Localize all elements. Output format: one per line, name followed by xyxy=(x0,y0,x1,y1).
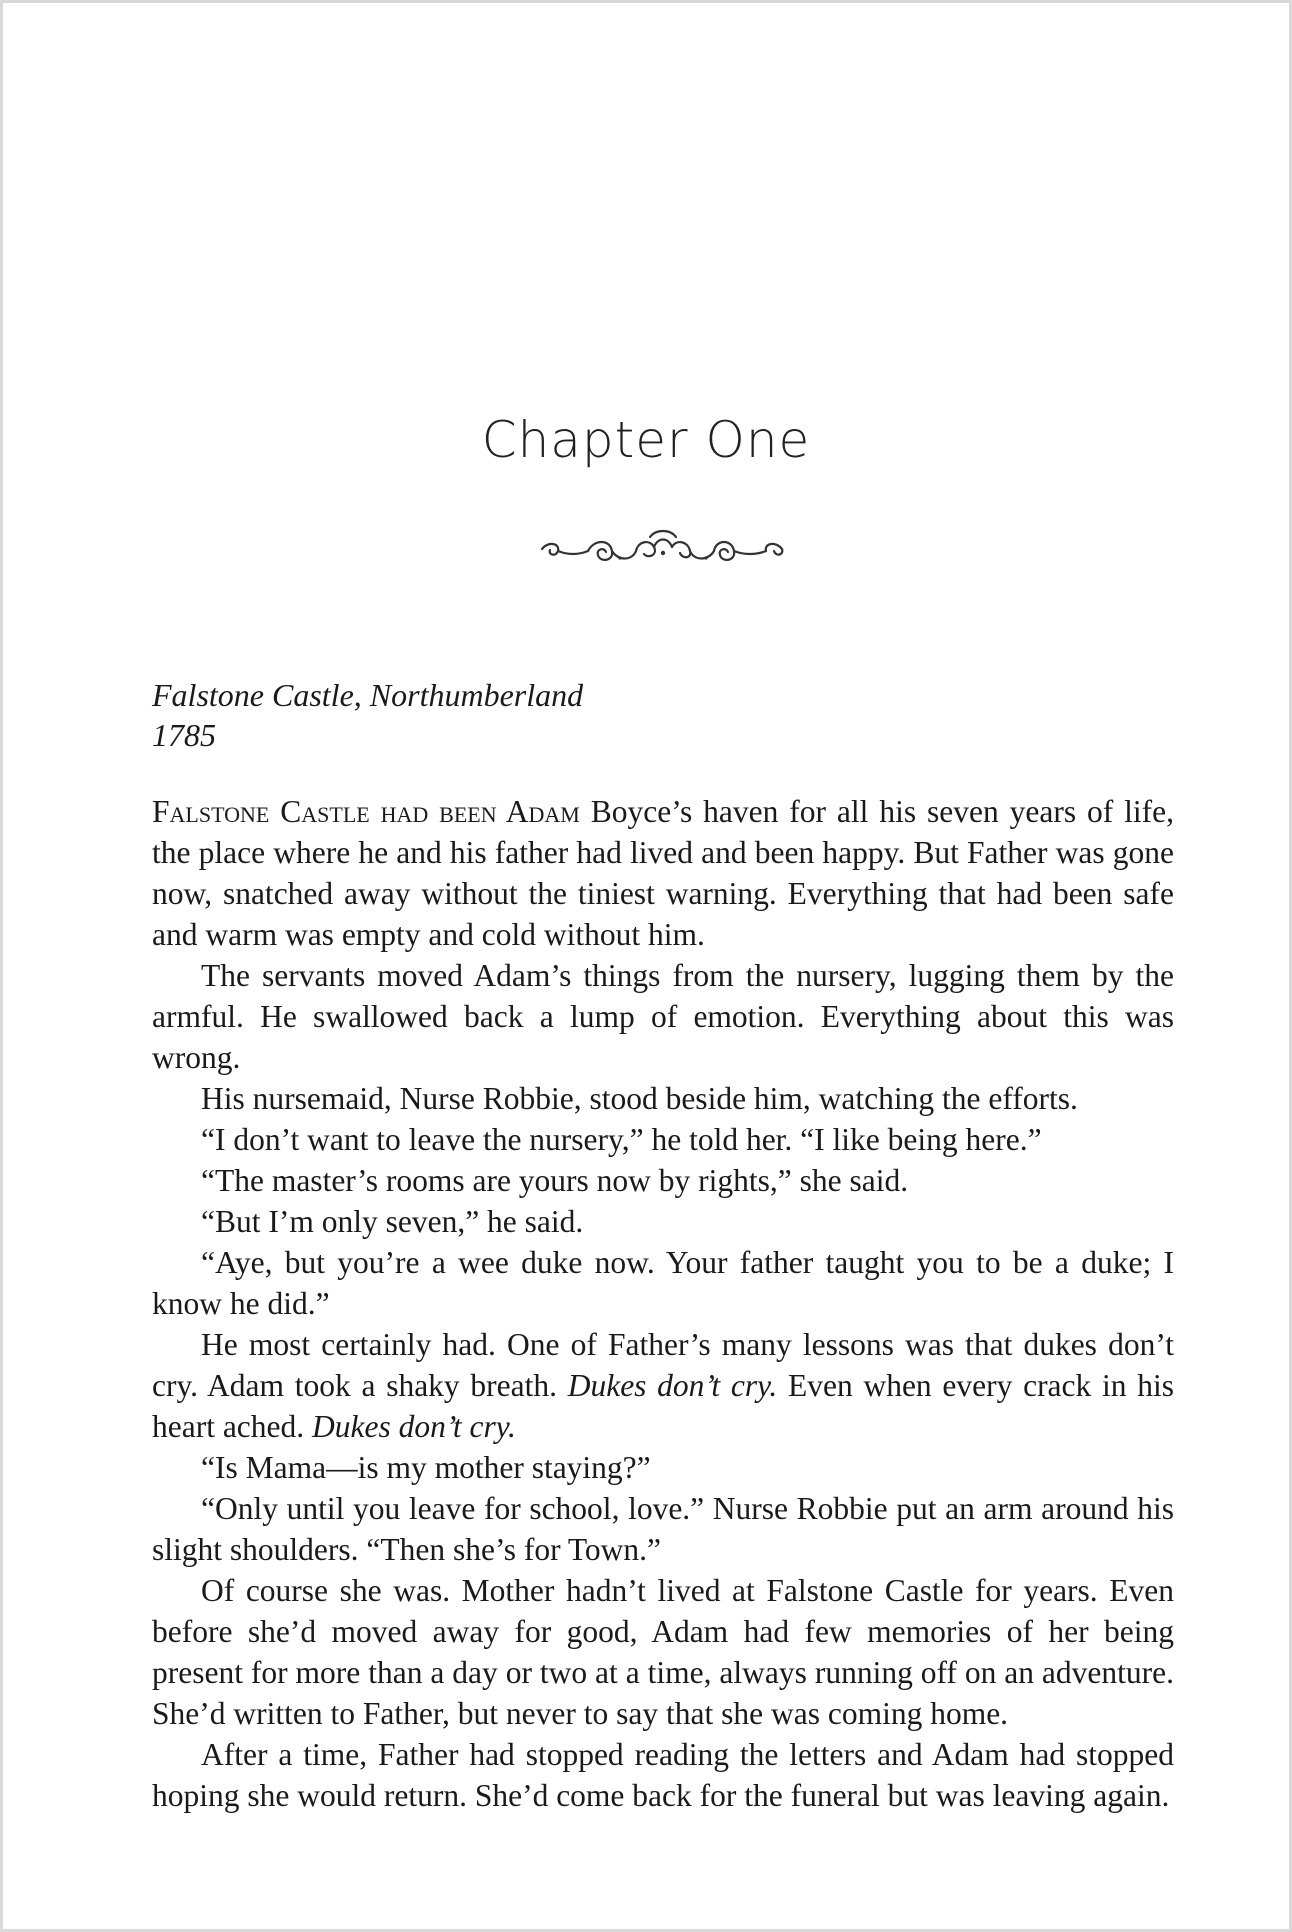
dateline-year: 1785 xyxy=(152,717,216,753)
paragraph-7: “Aye, but you’re a wee duke now. Your father taught you to be a duke; I know he did.” xyxy=(152,1245,1174,1321)
paragraph-6: “But I’m only seven,” he said. xyxy=(201,1204,584,1239)
paragraph-1 xyxy=(152,791,1174,955)
paragraph-11: Of course she was. Mother hadn’t lived at Falstone Castle for years. Even before she’d moved away for good, Adam had few memories of her being present for more than a day or two at a time, always running off on an adventure. She’d written to Father, but never to say that she was coming home. xyxy=(152,1573,1174,1731)
scroll-ornament-icon xyxy=(538,525,788,575)
chapter-title: Chapter One xyxy=(481,411,811,469)
dateline xyxy=(152,675,583,755)
paragraph-10: “Only until you leave for school, love.” Nurse Robbie put an arm around his slight shoulders. “Then she’s for Town.” xyxy=(152,1491,1174,1567)
paragraph-4: “I don’t want to leave the nursery,” he told her. “I like being here.” xyxy=(201,1122,1042,1157)
paragraph-12: After a time, Father had stopped reading the letters and Adam had stopped hoping she would return. She’d come back for the funeral but was leaving again. xyxy=(152,1737,1174,1813)
paragraph-3: His nursemaid, Nurse Robbie, stood beside him, watching the efforts. xyxy=(201,1081,1078,1116)
paragraph-5: “The master’s rooms are yours now by rights,” she said. xyxy=(201,1163,909,1198)
paragraph-8-italic2: Dukes don’t cry. xyxy=(312,1409,516,1444)
paragraph-8-part1: He most certainly had. One of Father’s many lessons was that dukes don’t cry. Adam took a shaky breath. xyxy=(152,1327,1174,1403)
paragraph-8-part2: Even when every crack in his heart ached. xyxy=(152,1368,1174,1444)
paragraph-2: The servants moved Adam’s things from the nursery, lugging them by the armful. He swallowed back a lump of emotion. Everything about this was wrong. xyxy=(152,958,1174,1075)
dateline-place: Falstone Castle, Northumberland xyxy=(152,677,584,713)
chapter-body xyxy=(152,791,1174,1816)
paragraph-1-text: Boyce’s haven for all his seven years of life, the place where he and his father had lived and been happy. But Father was gone now, snatched away without the tiniest warning. Everything that had been safe and warm was empty and cold without him. xyxy=(152,794,1174,952)
paragraph-9: “Is Mama—is my mother staying?” xyxy=(201,1450,651,1485)
paragraph-8-italic1: Dukes don’t cry. xyxy=(567,1368,778,1403)
paragraph-8 xyxy=(152,1324,1174,1447)
opening-smallcaps: Falstone Castle had been Adam xyxy=(152,794,580,829)
